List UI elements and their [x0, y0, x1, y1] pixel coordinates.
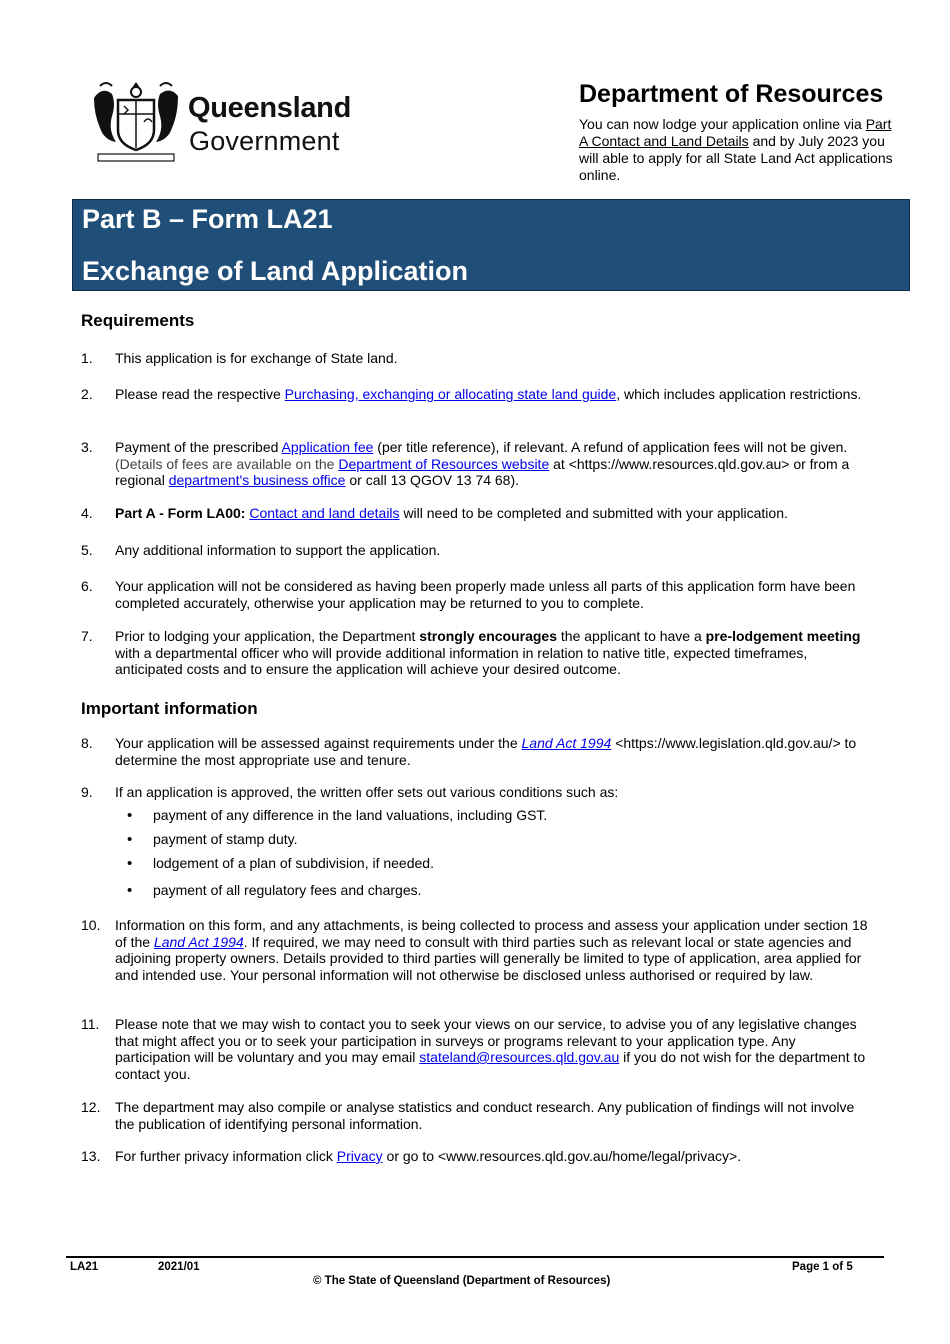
list-item [81, 735, 871, 768]
requirements-heading: Requirements [81, 311, 195, 330]
list-item [81, 1148, 871, 1165]
item-text: Please read the respective Purchasing, exchanging or allocating state land guide, which includes application restrictions. [115, 386, 862, 402]
item-number: 5. [81, 542, 93, 558]
footer-copyright: © The State of Queensland (Department of Resources) [313, 1275, 611, 1287]
item-number: 13. [81, 1148, 101, 1164]
coat-of-arms-icon [88, 78, 184, 164]
bullet-item: • lodgement of a plan of subdivision, if needed. [130, 855, 434, 871]
item-text: This application is for exchange of State land. [115, 350, 398, 366]
list-item [81, 439, 871, 489]
list-item [81, 628, 871, 678]
business-office-link[interactable]: department's business office [168, 472, 346, 488]
land-act-link[interactable]: Land Act 1994 [521, 735, 612, 751]
item-number: 1. [81, 350, 93, 366]
list-item [81, 1099, 871, 1132]
list-item [81, 1016, 871, 1082]
department-notice [579, 116, 899, 184]
footer-form-code: LA21 [70, 1261, 99, 1273]
part-a-contact-link[interactable]: Part A Contact and Land Details [579, 116, 892, 149]
privacy-link[interactable]: Privacy [336, 1148, 383, 1164]
item-number: 6. [81, 578, 93, 594]
application-fee-link[interactable]: Application fee [281, 439, 374, 455]
item-text: The department may also compile or analyse statistics and conduct research. Any publication of findings will not involve the publication of identifying personal information. [115, 1099, 855, 1132]
item-number: 11. [81, 1016, 100, 1032]
item-text: Part A - Form LA00: Contact and land details will need to be completed and submitted with your application. [115, 505, 788, 521]
logo-wordmark-queensland: Queensland [188, 92, 351, 124]
bullet-item: • payment of any difference in the land valuations, including GST. [130, 807, 547, 823]
queensland-government-logo [88, 78, 358, 164]
item-text: If an application is approved, the written offer sets out various conditions such as: [115, 784, 619, 800]
item-number: 12. [81, 1099, 101, 1115]
department-block [579, 80, 899, 184]
item-text: Your application will be assessed against requirements under the Land Act 1994 <https://www.legislation.qld.gov.au/> to determine the most appropriate use and tenure. [115, 735, 857, 768]
item-number: 10. [81, 917, 101, 933]
department-website-link[interactable]: Department of Resources website [338, 455, 550, 472]
footer-page-number: Page 1 of 5 [792, 1261, 853, 1273]
bullet-item: • payment of stamp duty. [130, 831, 297, 847]
item-text: Payment of the prescribed Application fee (per title reference), if relevant. A refund of application fees will not be given. (Details of fees are available on the Department of Resources website at <https://www.resources.qld.gov.au> or from a regional department's business office or call 13 QGOV 13 74 68). [115, 439, 850, 488]
list-item [81, 917, 871, 983]
form-part-title: Part B – Form LA21 [82, 204, 333, 234]
item-number: 3. [81, 439, 93, 455]
bullet-item: • payment of all regulatory fees and charges. [130, 882, 422, 898]
item-number: 8. [81, 735, 93, 751]
list-item [81, 350, 871, 367]
stateland-email-link[interactable]: stateland@resources.qld.gov.au [419, 1049, 620, 1065]
item-text: Information on this form, and any attachments, is being collected to process and assess your application under section 18 of the Land Act 1994. If required, we may need to consult with third parties such as relevant local or state agencies and adjoining property owners. Details provided to third parties will generally be limited to type of application, area applied for and intended use. Your personal information will not otherwise be disclosed unless authorised or required by law. [115, 917, 868, 983]
important-information-heading: Important information [81, 699, 258, 718]
contact-land-details-link[interactable]: Contact and land details [249, 505, 400, 521]
form-name-title: Exchange of Land Application [82, 256, 469, 286]
item-text: Your application will not be considered as having been properly made unless all parts of this application form have been completed accurately, otherwise your application may be returned to you to complete. [115, 578, 856, 611]
logo-wordmark-government: Government [189, 126, 340, 156]
item-text: For further privacy information click Privacy or go to <www.resources.qld.gov.au/home/legal/privacy>. [115, 1148, 742, 1164]
item-number: 9. [81, 784, 93, 800]
footer-version: 2021/01 [158, 1261, 200, 1273]
department-title: Department of Resources [579, 80, 884, 108]
notice-text-2: and by July 2023 you will able to apply for all State Land Act applications online. [579, 133, 893, 183]
purchasing-guide-link[interactable]: Purchasing, exchanging or allocating state land guide [284, 386, 617, 402]
list-item [81, 542, 871, 559]
item-number: 2. [81, 386, 93, 402]
list-item [81, 578, 871, 611]
list-item [81, 784, 871, 801]
list-item [81, 386, 871, 403]
form-title-banner [72, 199, 910, 291]
item-number: 7. [81, 628, 93, 644]
land-act-link[interactable]: Land Act 1994 [153, 933, 244, 950]
item-number: 4. [81, 505, 93, 521]
footer-divider [66, 1256, 884, 1258]
list-item [81, 505, 871, 522]
item-text: Any additional information to support the application. [115, 542, 441, 558]
item-text: Please note that we may wish to contact you to seek your views on our service, to advise you of any legislative changes that might affect you or to seek your participation in surveys or programs relevant to your application type. Any participation will be voluntary and you may email stateland@resources.qld.gov.au if you do not wish for the department to contact you. [115, 1016, 866, 1082]
item-text: Prior to lodging your application, the Department strongly encourages the applicant to have a pre-lodgement meeting with a departmental officer who will provide additional information in relation to native title, expected timeframes, anticipated costs and to ensure the application will achieve your desired outcome. [115, 628, 861, 677]
notice-text-1: You can now lodge your application online via [579, 116, 862, 132]
